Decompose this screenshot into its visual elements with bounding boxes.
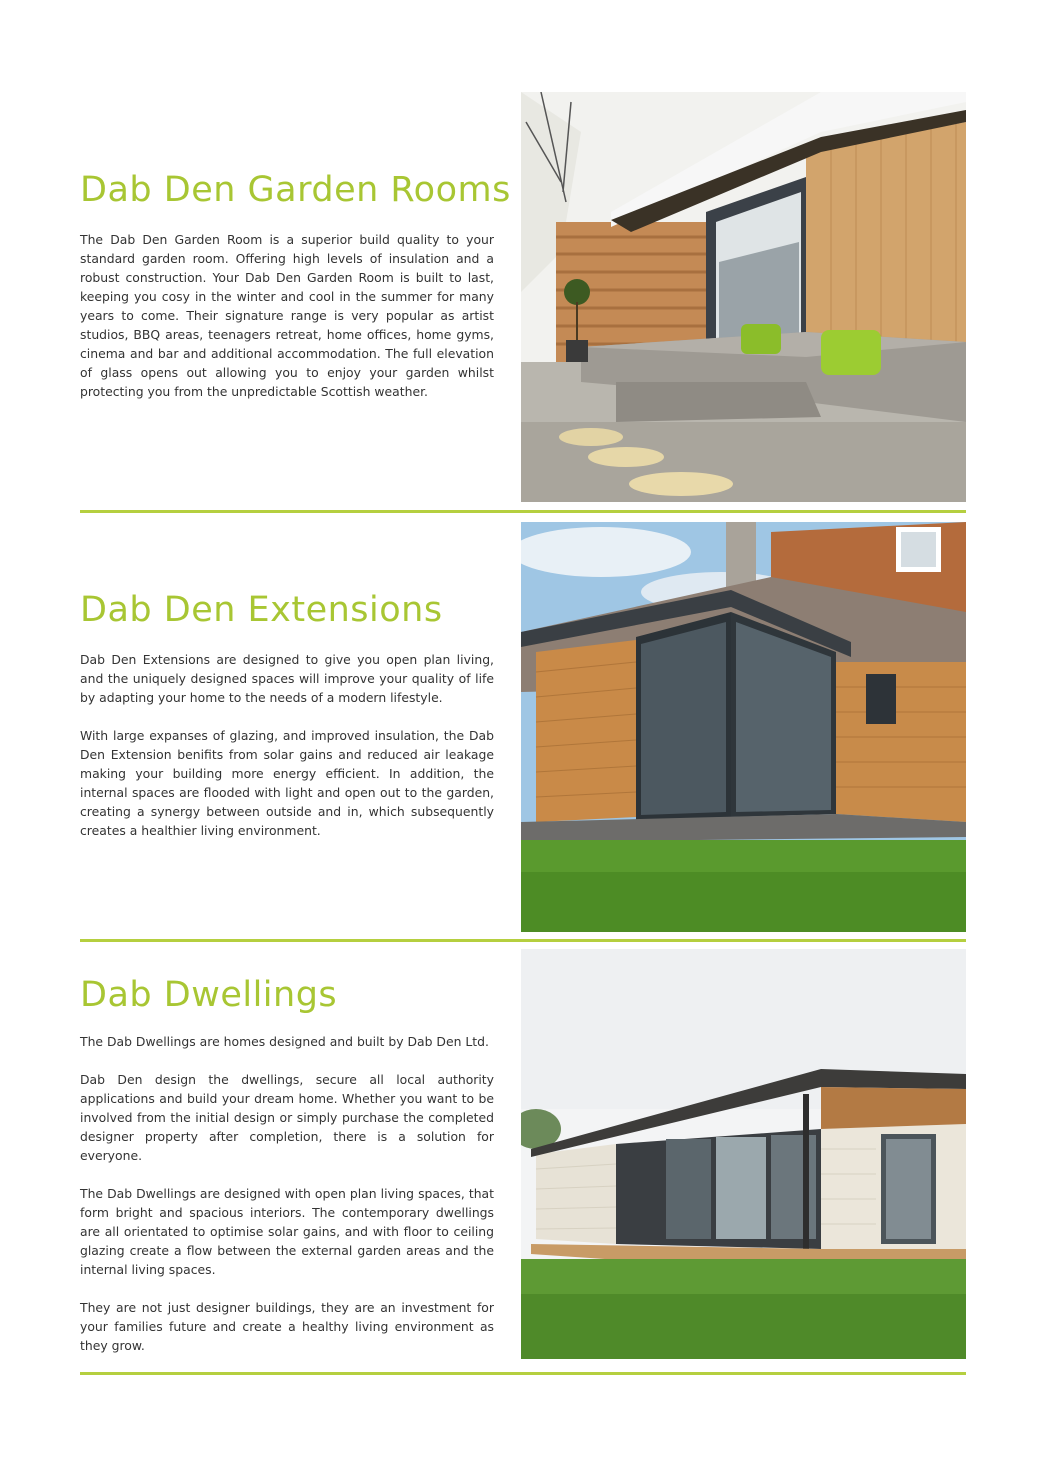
- section-divider: [80, 1372, 966, 1375]
- section-body: [80, 1032, 494, 1355]
- paragraph: Dab Den Extensions are designed to give you open plan living, and the uniquely designed spaces will improve your quality of life by adapting your home to the needs of a modern lifestyle.: [80, 652, 494, 705]
- paragraph: The Dab Dwellings are homes designed and built by Dab Den Ltd.: [80, 1034, 489, 1049]
- garden-room-photo: [521, 92, 966, 502]
- section-divider: [80, 939, 966, 942]
- paragraph: The Dab Dwellings are designed with open plan living spaces, that form bright and spacious interiors. The contemporary dwellings are all orientated to optimise solar gains, and with floor to ceiling glazing create a flow between the external garden areas and the internal living spaces.: [80, 1186, 494, 1277]
- section-title: Dab Dwellings: [80, 975, 338, 1015]
- section-body: [80, 230, 494, 401]
- paragraph: They are not just designer buildings, they are an investment for your families future and create a healthy living environment as they grow.: [80, 1300, 494, 1353]
- section-title: Dab Den Garden Rooms: [80, 170, 511, 210]
- extension-photo: [521, 522, 966, 932]
- section-title: Dab Den Extensions: [80, 590, 443, 630]
- paragraph: With large expanses of glazing, and improved insulation, the Dab Den Extension benifits from solar gains and reduced air leakage making your building more energy efficient. In addition, the internal spaces are flooded with light and open out to the garden, creating a synergy between outside and in, which subsequently creates a healthier living environment.: [80, 728, 494, 838]
- section-body: [80, 650, 494, 840]
- paragraph: Dab Den design the dwellings, secure all local authority applications and build your dream home. Whether you want to be involved from the initial design or simply purchase the completed designer property after completion, there is a solution for everyone.: [80, 1072, 494, 1163]
- dwelling-photo: [521, 949, 966, 1359]
- paragraph: The Dab Den Garden Room is a superior build quality to your standard garden room. Offering high levels of insulation and a robust construction. Your Dab Den Garden Room is built to last, keeping you cosy in the winter and cool in the summer for many years to come. Their signature range is very popular as artist studios, BBQ areas, teenagers retreat, home offices, home gyms, cinema and bar and additional accommodation. The full elevation of glass opens out allowing you to enjoy your garden whilst protecting you from the unpredictable Scottish weather.: [80, 232, 494, 399]
- section-divider: [80, 510, 966, 513]
